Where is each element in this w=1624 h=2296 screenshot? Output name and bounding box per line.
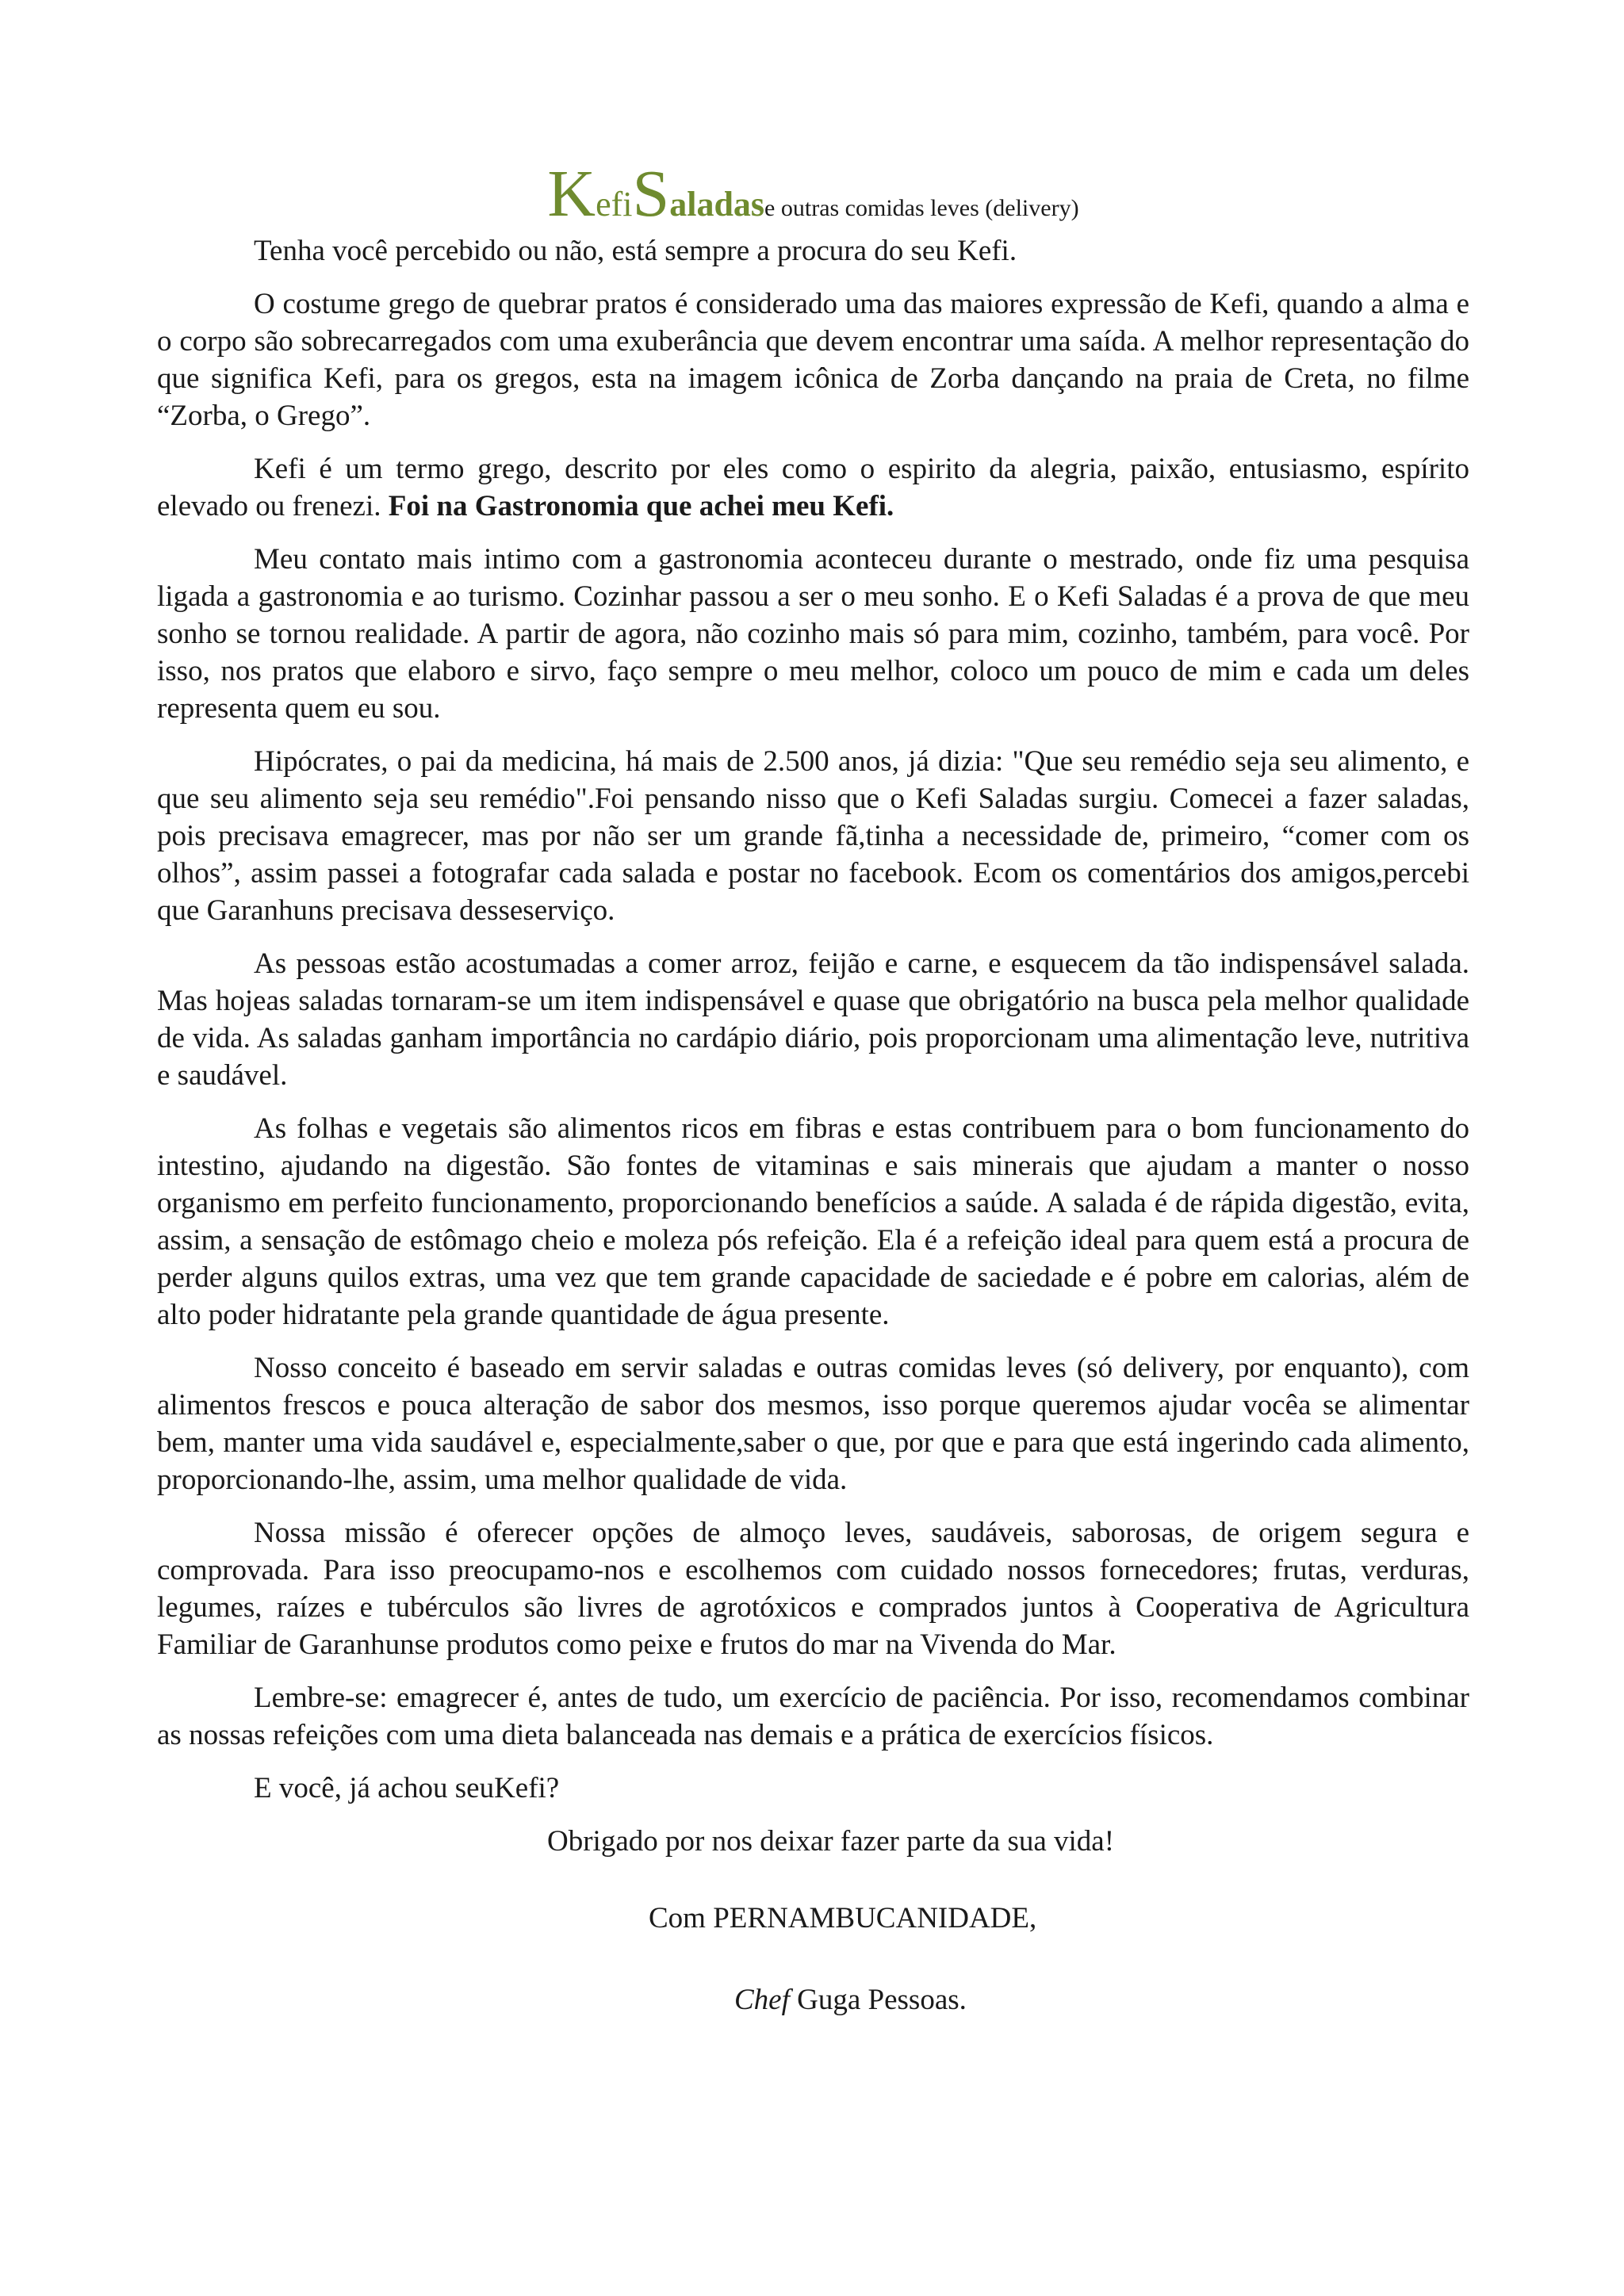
closing-signature bbox=[157, 1981, 1469, 2019]
signature-chef: Chef bbox=[734, 1984, 790, 2016]
paragraph-11: E você, já achou seuKefi? bbox=[254, 1772, 560, 1804]
paragraph-1: Tenha você percebido ou não, está sempre a procura do seu Kefi. bbox=[254, 235, 1017, 267]
title-subtitle: e outras comidas leves (delivery) bbox=[764, 195, 1079, 221]
paragraph-4: Meu contato mais intimo com a gastronomia aconteceu durante o mestrado, onde fiz uma pesquisa ligada a gastronomia e ao turismo. Cozinhar passou a ser o meu sonho. E o Kefi Saladas é a prova de que meu sonho se tornou realidade. A partir de agora, não cozinho mais só para mim, cozinho, também, para você. Por isso, nos pratos que elaboro e sirvo, faço sempre o meu melhor, coloco um pouco de mim e cada um deles representa quem eu sou. bbox=[157, 543, 1469, 725]
paragraph-9: Nossa missão é oferecer opções de almoço leves, saudáveis, saborosas, de origem segura e comprovada. Para isso preocupamo-nos e escolhemos com cuidado nossos fornecedores; frutas, verduras, legumes, raízes e tubérculos são livres de agrotóxicos e comprados juntos à Cooperativa de Agricultura Familiar de Garanhunse produtos como peixe e frutos do mar na Vivenda do Mar. bbox=[157, 1517, 1469, 1661]
paragraph-2: O costume grego de quebrar pratos é considerado uma das maiores expressão de Kefi, quando a alma e o corpo são sobrecarregados com uma exuberância que devem encontrar uma saída. A melhor representação do que significa Kefi, para os gregos, esta na imagem icônica de Zorba dançando na praia de Creta, no filme “Zorba, o Grego”. bbox=[157, 288, 1469, 432]
paragraph-3-bold: Foi na Gastronomia que achei meu Kefi. bbox=[388, 490, 894, 522]
title-aladas: aladas bbox=[669, 185, 765, 224]
paragraph-10: Lembre-se: emagrecer é, antes de tudo, um exercício de paciência. Por isso, recomendamos combinar as nossas refeições com uma dieta balanceada nas demais e a prática de exercícios físicos. bbox=[157, 1682, 1469, 1751]
title-letter-s: S bbox=[632, 157, 670, 231]
document-content bbox=[157, 157, 1469, 2019]
title-letter-k: K bbox=[547, 157, 596, 231]
title-efi: efi bbox=[596, 185, 633, 224]
paragraph-3-text: Kefi é um termo grego, descrito por eles como o espirito da alegria, paixão, entusiasmo, espírito elevado ou frenezi. bbox=[157, 453, 1469, 522]
paragraph-7: As folhas e vegetais são alimentos ricos em fibras e estas contribuem para o bom funcionamento do intestino, ajudando na digestão. São fontes de vitaminas e sais minerais que ajudam a manter o nosso organismo em perfeito funcionamento, proporcionando benefícios a saúde. A salada é de rápida digestão, evita, assim, a sensação de estômago cheio e moleza pós refeição. Ela é a refeição ideal para quem está a procura de perder alguns quilos extras, uma vez que tem grande capacidade de saciedade e é pobre em calorias, além de alto poder hidratante pela grande quantidade de água presente. bbox=[157, 1112, 1469, 1331]
closing-greeting: Com PERNAMBUCANIDADE, bbox=[649, 1902, 1037, 1934]
paragraph-3 bbox=[157, 450, 1469, 525]
paragraph-8: Nosso conceito é baseado em servir saladas e outras comidas leves (só delivery, por enquanto), com alimentos frescos e pouca alteração de sabor dos mesmos, isso porque queremos ajudar vocêa se alimentar bem, manter uma vida saudável e, especialmente,saber o que, por que e para que está ingerindo cada alimento, proporcionando-lhe, assim, uma melhor qualidade de vida. bbox=[157, 1352, 1469, 1496]
document-title bbox=[157, 157, 1469, 231]
signature-name: Guga Pessoas. bbox=[789, 1984, 967, 2016]
paragraph-5: Hipócrates, o pai da medicina, há mais de 2.500 anos, já dizia: "Que seu remédio seja seu alimento, e que seu alimento seja seu remédio".Foi pensando nisso que o Kefi Saladas surgiu. Comecei a fazer saladas, pois precisava emagrecer, mas por não ser um grande fã,tinha a necessidade de, primeiro, “comer com os olhos”, assim passei a fotografar cada salada e postar no facebook. Ecom os comentários dos amigos,percebi que Garanhuns precisava desseserviço. bbox=[157, 745, 1469, 927]
closing-thanks: Obrigado por nos deixar fazer parte da sua vida! bbox=[547, 1825, 1115, 1858]
paragraph-6: As pessoas estão acostumadas a comer arroz, feijão e carne, e esquecem da tão indispensável salada. Mas hojeas saladas tornaram-se um item indispensável e quase que obrigatório na busca pela melhor qualidade de vida. As saladas ganham importância no cardápio diário, pois proporcionam uma alimentação leve, nutritiva e saudável. bbox=[157, 947, 1469, 1092]
